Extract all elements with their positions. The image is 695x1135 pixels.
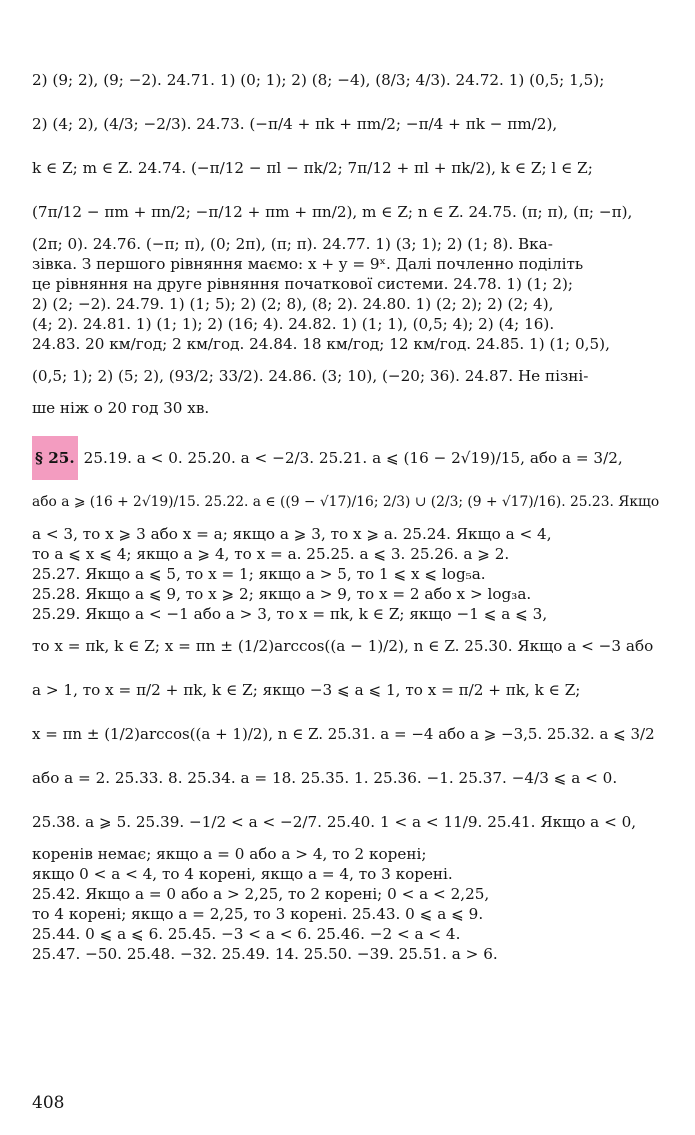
text-line bbox=[32, 924, 660, 944]
text-line bbox=[32, 584, 660, 604]
answers-page bbox=[32, 58, 660, 964]
page-number: 408 bbox=[32, 1093, 65, 1113]
text-line bbox=[32, 544, 660, 564]
line-text: 25.29. Якщо a < −1 або a > 3, то x = πk, k ∈ Z; якщо −1 ⩽ a ⩽ 3, bbox=[32, 605, 548, 623]
text-line bbox=[32, 756, 660, 800]
text-line bbox=[32, 844, 660, 864]
text-line bbox=[32, 944, 660, 964]
line-text: k ∈ Z; m ∈ Z. 24.74. (−π/12 − πl − πk/2; 7π/12 + πl + πk/2), k ∈ Z; l ∈ Z; bbox=[32, 159, 593, 177]
line-text: 25.38. a ⩾ 5. 25.39. −1/2 < a < −2/7. 25.40. 1 < a < 11/9. 25.41. Якщо a < 0, bbox=[32, 813, 637, 831]
line-text: 25.42. Якщо a = 0 або a > 2,25, то 2 корені; 0 < a < 2,25, bbox=[32, 885, 490, 903]
text-line bbox=[32, 864, 660, 884]
line-text: (7π/12 − πm + πn/2; −π/12 + πm + πn/2), m ∈ Z; n ∈ Z. 24.75. (π; π), (π; −π), bbox=[32, 203, 633, 221]
text-line bbox=[32, 904, 660, 924]
text-line bbox=[32, 668, 660, 712]
text-line bbox=[32, 800, 660, 844]
text-line bbox=[32, 334, 660, 354]
line-text: (0,5; 1); 2) (5; 2), (93/2; 33/2). 24.86. (3; 10), (−20; 36). 24.87. Не пізні- bbox=[32, 367, 589, 385]
line-text: то 4 корені; якщо a = 2,25, то 3 корені. 25.43. 0 ⩽ a ⩽ 9. bbox=[32, 905, 484, 923]
line-text: (2π; 0). 24.76. (−π; π), (0; 2π), (π; π). 24.77. 1) (3; 1); 2) (1; 8). Вка- bbox=[32, 235, 553, 253]
line-text: якщо 0 < a < 4, то 4 корені, якщо a = 4, то 3 корені. bbox=[32, 865, 453, 883]
line-text: зівка. З першого рівняння маємо: x + y = 9ˣ. Далі почленно поділіть bbox=[32, 255, 584, 273]
text-line bbox=[32, 398, 660, 418]
line-text: 25.28. Якщо a ⩽ 9, то x ⩾ 2; якщо a > 9, то x = 2 або x > log₃a. bbox=[32, 585, 532, 603]
text-line bbox=[32, 884, 660, 904]
line-text: x = πn ± (1/2)arccos((a + 1)/2), n ∈ Z. 25.31. a = −4 або a ⩾ −3,5. 25.32. a ⩽ 3/2 bbox=[32, 725, 655, 743]
text-line bbox=[32, 354, 660, 398]
text-line bbox=[32, 146, 660, 190]
line-text: 2) (4; 2), (4/3; −2/3). 24.73. (−π/4 + πk + πm/2; −π/4 + πk − πm/2), bbox=[32, 115, 558, 133]
line-text: або a = 2. 25.33. 8. 25.34. a = 18. 25.35. 1. 25.36. −1. 25.37. −4/3 ⩽ a < 0. bbox=[32, 769, 618, 787]
text-line bbox=[32, 254, 660, 274]
section-25-label: § 25. bbox=[32, 436, 78, 480]
line-text: або a ⩾ (16 + 2√19)/15. 25.22. a ∈ ((9 − √17)/16; 2/3) ∪ (2/3; (9 + √17)/16). 25.23. Якщо bbox=[32, 494, 660, 510]
text-line bbox=[32, 564, 660, 584]
line-text: 25.44. 0 ⩽ a ⩽ 6. 25.45. −3 < a < 6. 25.46. −2 < a < 4. bbox=[32, 925, 461, 943]
line-text: ше ніж о 20 год 30 хв. bbox=[32, 399, 210, 417]
text-line bbox=[32, 480, 660, 524]
text-line bbox=[32, 624, 660, 668]
text-line bbox=[32, 524, 660, 544]
line-text: a < 3, то x ⩾ 3 або x = a; якщо a ⩾ 3, то x ⩾ a. 25.24. Якщо a < 4, bbox=[32, 525, 552, 543]
text-line bbox=[32, 58, 660, 102]
line-text: це рівняння на друге рівняння початкової системи. 24.78. 1) (1; 2); bbox=[32, 275, 574, 293]
line-text: то x = πk, k ∈ Z; x = πn ± (1/2)arccos((a − 1)/2), n ∈ Z. 25.30. Якщо a < −3 або bbox=[32, 637, 654, 655]
text-line bbox=[32, 294, 660, 314]
text-line bbox=[32, 190, 660, 234]
line-text: 25.19. a < 0. 25.20. a < −2/3. 25.21. a ⩽ (16 − 2√19)/15, або a = 3/2, bbox=[83, 449, 623, 467]
text-line bbox=[32, 102, 660, 146]
line-text: 24.83. 20 км/год; 2 км/год. 24.84. 18 км/год; 12 км/год. 24.85. 1) (1; 0,5), bbox=[32, 335, 610, 353]
line-text: (4; 2). 24.81. 1) (1; 1); 2) (16; 4). 24.82. 1) (1; 1), (0,5; 4); 2) (4; 16). bbox=[32, 315, 555, 333]
line-text: a > 1, то x = π/2 + πk, k ∈ Z; якщо −3 ⩽ a ⩽ 1, то x = π/2 + πk, k ∈ Z; bbox=[32, 681, 581, 699]
line-text: 2) (9; 2), (9; −2). 24.71. 1) (0; 1); 2) (8; −4), (8/3; 4/3). 24.72. 1) (0,5; 1,5); bbox=[32, 71, 605, 89]
text-line bbox=[32, 712, 660, 756]
line-text: то a ⩽ x ⩽ 4; якщо a ⩾ 4, то x = a. 25.25. a ⩽ 3. 25.26. a ⩾ 2. bbox=[32, 545, 510, 563]
line-text: коренів немає; якщо a = 0 або a > 4, то 2 корені; bbox=[32, 845, 427, 863]
text-line bbox=[32, 234, 660, 254]
text-line bbox=[32, 274, 660, 294]
section-25-line bbox=[32, 436, 660, 480]
line-text: 2) (2; −2). 24.79. 1) (1; 5); 2) (2; 8), (8; 2). 24.80. 1) (2; 2); 2) (2; 4), bbox=[32, 295, 554, 313]
line-text: 25.27. Якщо a ⩽ 5, то x = 1; якщо a > 5, то 1 ⩽ x ⩽ log₅a. bbox=[32, 565, 486, 583]
text-line bbox=[32, 314, 660, 334]
line-text: 25.47. −50. 25.48. −32. 25.49. 14. 25.50. −39. 25.51. a > 6. bbox=[32, 945, 498, 963]
text-line bbox=[32, 604, 660, 624]
